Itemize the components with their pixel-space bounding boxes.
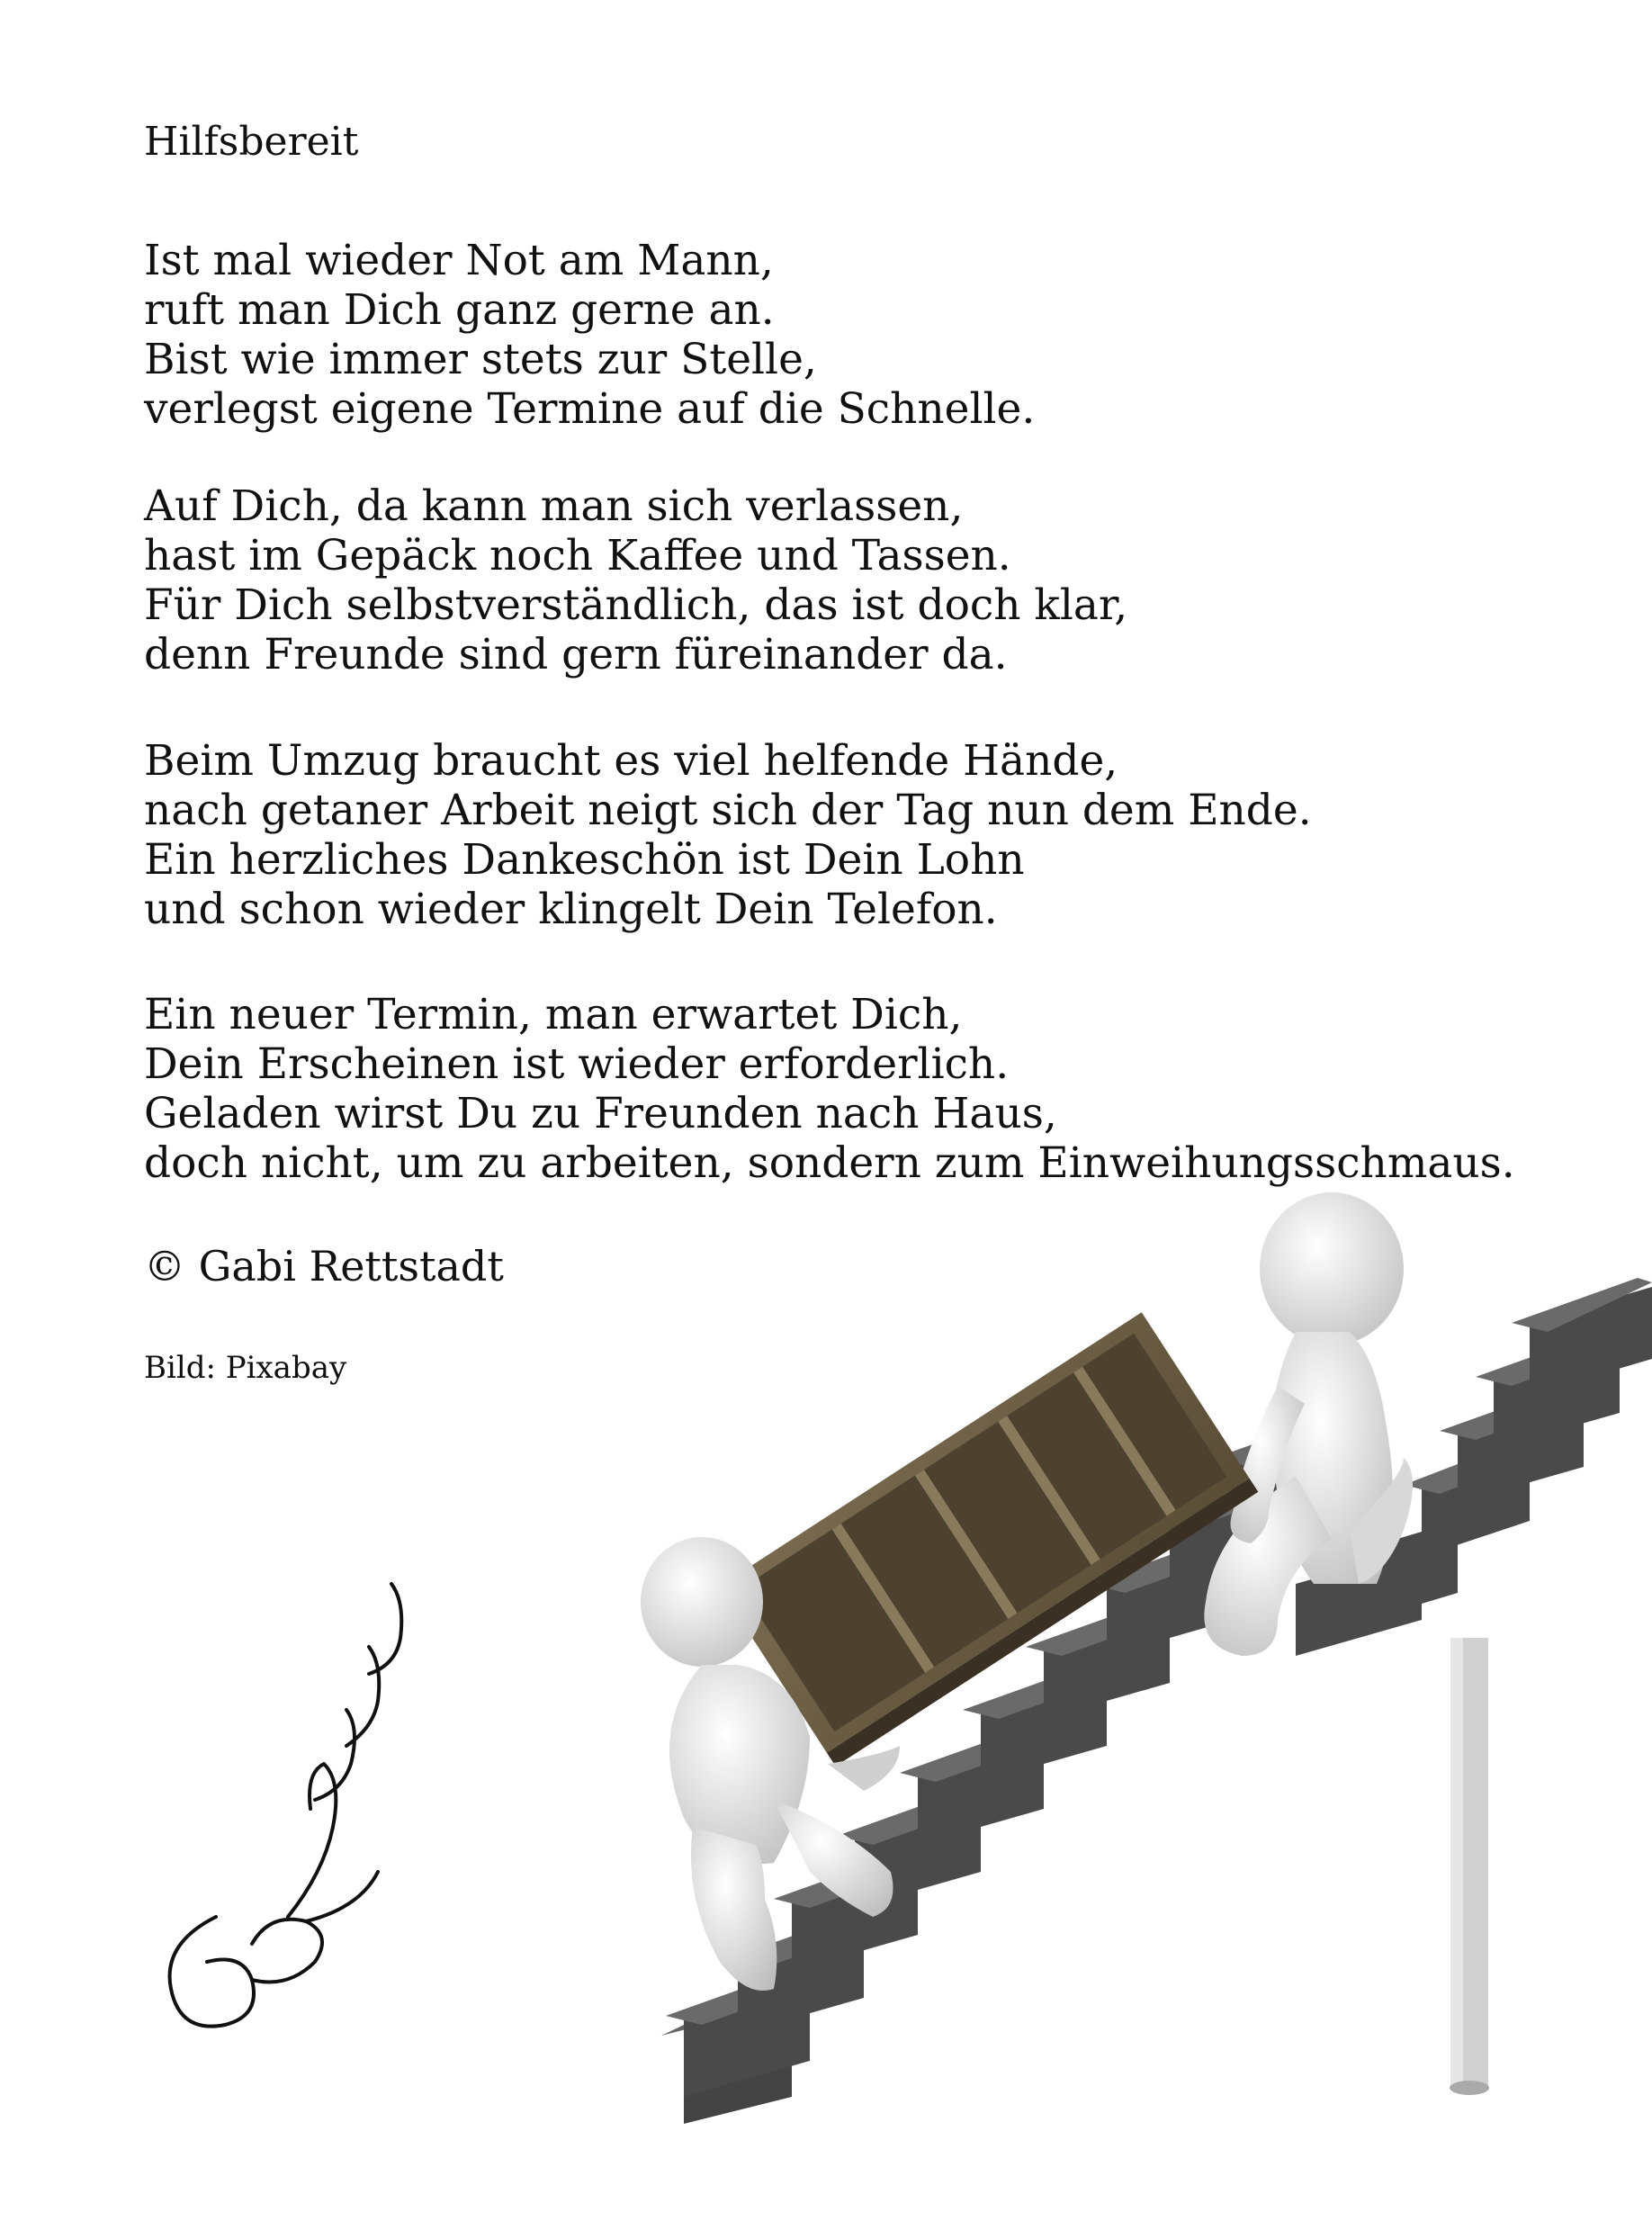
poem-line: und schon wieder klingelt Dein Telefon. xyxy=(144,885,998,934)
poem-line: Geladen wirst Du zu Freunden nach Haus, xyxy=(144,1089,1057,1138)
image-credit: Bild: Pixabay xyxy=(144,1350,347,1386)
bookshelf xyxy=(719,1312,1258,1767)
poem-line: hast im Gepäck noch Kaffee und Tassen. xyxy=(144,531,1011,580)
copyright: © Gabi Rettstadt xyxy=(144,1242,504,1290)
poem-line: nach getaner Arbeit neigt sich der Tag nun dem Ende. xyxy=(144,786,1312,835)
poem-title: Hilfsbereit xyxy=(144,119,359,165)
poem-line: ruft man Dich ganz gerne an. xyxy=(144,285,775,335)
poem-line: Auf Dich, da kann man sich verlassen, xyxy=(144,481,964,531)
support-pole xyxy=(1450,1638,1489,2095)
gedichtezauber-logo xyxy=(153,1566,423,2070)
poem-line: Ist mal wieder Not am Mann, xyxy=(144,236,774,285)
poem-line: Ein neuer Termin, man erwartet Dich, xyxy=(144,990,963,1039)
poem-line: Beim Umzug braucht es viel helfende Hände, xyxy=(144,736,1118,786)
poem-line: doch nicht, um zu arbeiten, sondern zum Einweihungsschmaus. xyxy=(144,1138,1515,1188)
poem-line: Dein Erscheinen ist wieder erforderlich. xyxy=(144,1039,1010,1089)
poem-line: denn Freunde sind gern füreinander da. xyxy=(144,630,1008,679)
poem-line: Ein herzliches Dankeschön ist Dein Lohn xyxy=(144,835,1025,885)
poem-line: verlegst eigene Termine auf die Schnelle. xyxy=(144,384,1036,434)
poem-line: Für Dich selbstverständlich, das ist doch klar, xyxy=(144,580,1128,630)
poem-line: Bist wie immer stets zur Stelle, xyxy=(144,335,817,384)
